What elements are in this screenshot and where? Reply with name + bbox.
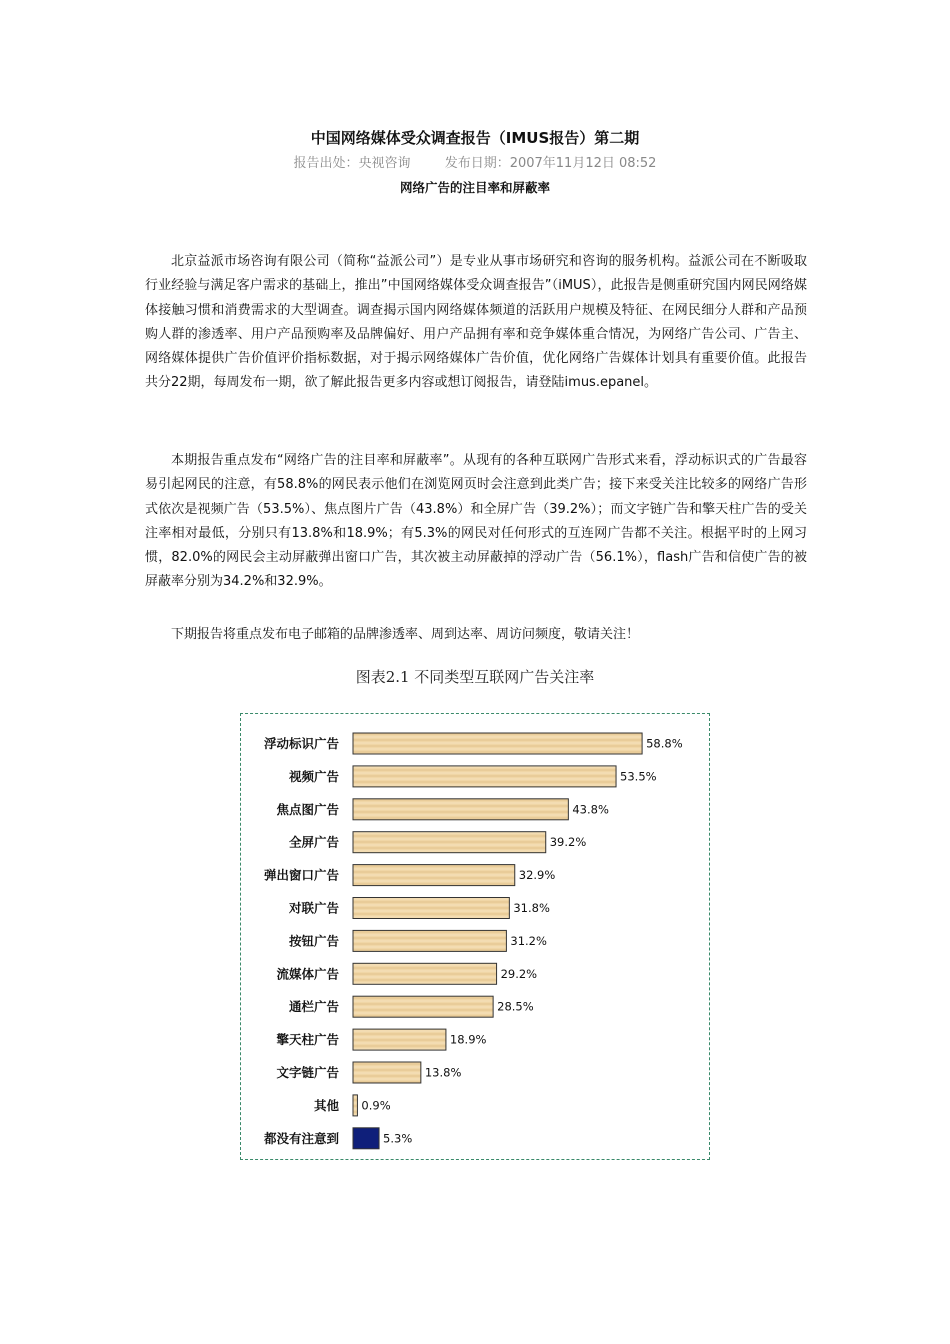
bar: [353, 996, 493, 1017]
value-label: 31.8%: [513, 901, 550, 915]
value-label: 31.2%: [510, 933, 547, 948]
category-label: 流媒体广告: [276, 966, 339, 982]
category-label: 全屏广告: [288, 834, 339, 850]
bar: [353, 766, 616, 787]
bar: [353, 1029, 446, 1050]
report-source: 报告出处：央视咨询: [293, 156, 411, 171]
category-label: 文字链广告: [276, 1065, 339, 1080]
paragraph-intro: 北京益派市场咨询有限公司（简称“益派公司”）是专业从事市场研究和咨询的服务机构。益派公司在不断吸取行业经验与满足客户需求的基础上，推出”中国网络媒体受众调查报告”（iMUS），此报告是侧重研究国内网民网络媒体接触习惯和消费需求的大型调查。调查揭示国内网络媒体频道的活跃用户规模及特征、在网民细分人群和产品预购人群的渗透率、用户产品预购率及品牌偏好、用户产品拥有率和竞争媒体重合情况，为网络广告公司、广告主、网络媒体提供广告价值评价指标数据，对于揭示网络媒体广告价值，优化网络广告媒体计划具有重要价值。此报告共分22期，每周发布一期，欲了解此报告更多内容或想订阅报告，请登陆imus.epanel。: [145, 254, 807, 391]
report-title: 中国网络媒体受众调查报告（IMUS报告）第二期: [310, 129, 640, 147]
value-label: 32.9%: [518, 868, 556, 883]
category-label: 擎天柱广告: [276, 1032, 339, 1048]
value-label: 58.8%: [646, 736, 683, 751]
bar: [353, 733, 642, 754]
bar: [353, 963, 497, 984]
report-meta: [0, 152, 950, 171]
bar-chart: [241, 714, 711, 1161]
category-label: 其他: [313, 1097, 339, 1113]
category-label: 焦点图广告: [276, 801, 339, 817]
category-label: 按钮广告: [288, 933, 339, 949]
value-label: 18.9%: [449, 1032, 487, 1047]
bar: [353, 1062, 421, 1083]
value-label: 43.8%: [572, 802, 609, 817]
bar: [353, 865, 515, 886]
paragraph-next: 下期报告将重点发布电子邮箱的品牌渗透率、周到达率、周访问频度，敬请关注！: [171, 627, 640, 642]
value-label: 5.3%: [383, 1131, 413, 1146]
bar-chart-frame: [240, 713, 710, 1160]
category-label: 弹出窗口广告: [263, 867, 339, 883]
report-subtitle: 网络广告的注目率和屏蔽率: [399, 180, 550, 195]
value-label: 53.5%: [620, 769, 657, 784]
category-label: 通栏广告: [288, 999, 339, 1015]
bar: [353, 799, 568, 820]
bar: [353, 1128, 379, 1149]
bar: [353, 930, 506, 951]
value-label: 0.9%: [361, 1098, 391, 1113]
category-label: 都没有注意到: [263, 1130, 339, 1146]
value-label: 13.8%: [424, 1065, 462, 1080]
report-date: 发布日期：2007年11月12日 08:52: [444, 156, 657, 171]
value-label: 39.2%: [549, 835, 587, 850]
figure-caption: 图表2.1 不同类型互联网广告关注率: [355, 668, 595, 686]
category-label: 视频广告: [288, 768, 339, 784]
category-label: 对联广告: [288, 900, 339, 916]
value-label: 29.2%: [500, 966, 538, 981]
paragraph-findings: 本期报告重点发布“网络广告的注目率和屏蔽率”。从现有的各种互联网广告形式来看，浮动标识式的广告最容易引起网民的注意，有58.8%的网民表示他们在浏览网页时会注意到此类广告；接下来受关注比较多的网络广告形式依次是视频广告（53.5%）、焦点图片广告（43.8%）和全屏广告（39.2%）；而文字链广告和擎天柱广告的受关注率相对最低，分别只有13.8%和18.9%；有5.3%的网民对任何形式的互连网广告都不关注。根据平时的上网习惯，82.0%的网民会主动屏蔽弹出窗口广告，其次被主动屏蔽掉的浮动广告（56.1%），flash广告和信使广告的被屏蔽率分别为34.2%和32.9%。: [145, 453, 807, 590]
bar: [353, 1095, 357, 1116]
bar: [353, 832, 546, 853]
category-label: 浮动标识广告: [263, 736, 339, 751]
value-label: 28.5%: [497, 999, 534, 1014]
bar: [353, 898, 509, 919]
